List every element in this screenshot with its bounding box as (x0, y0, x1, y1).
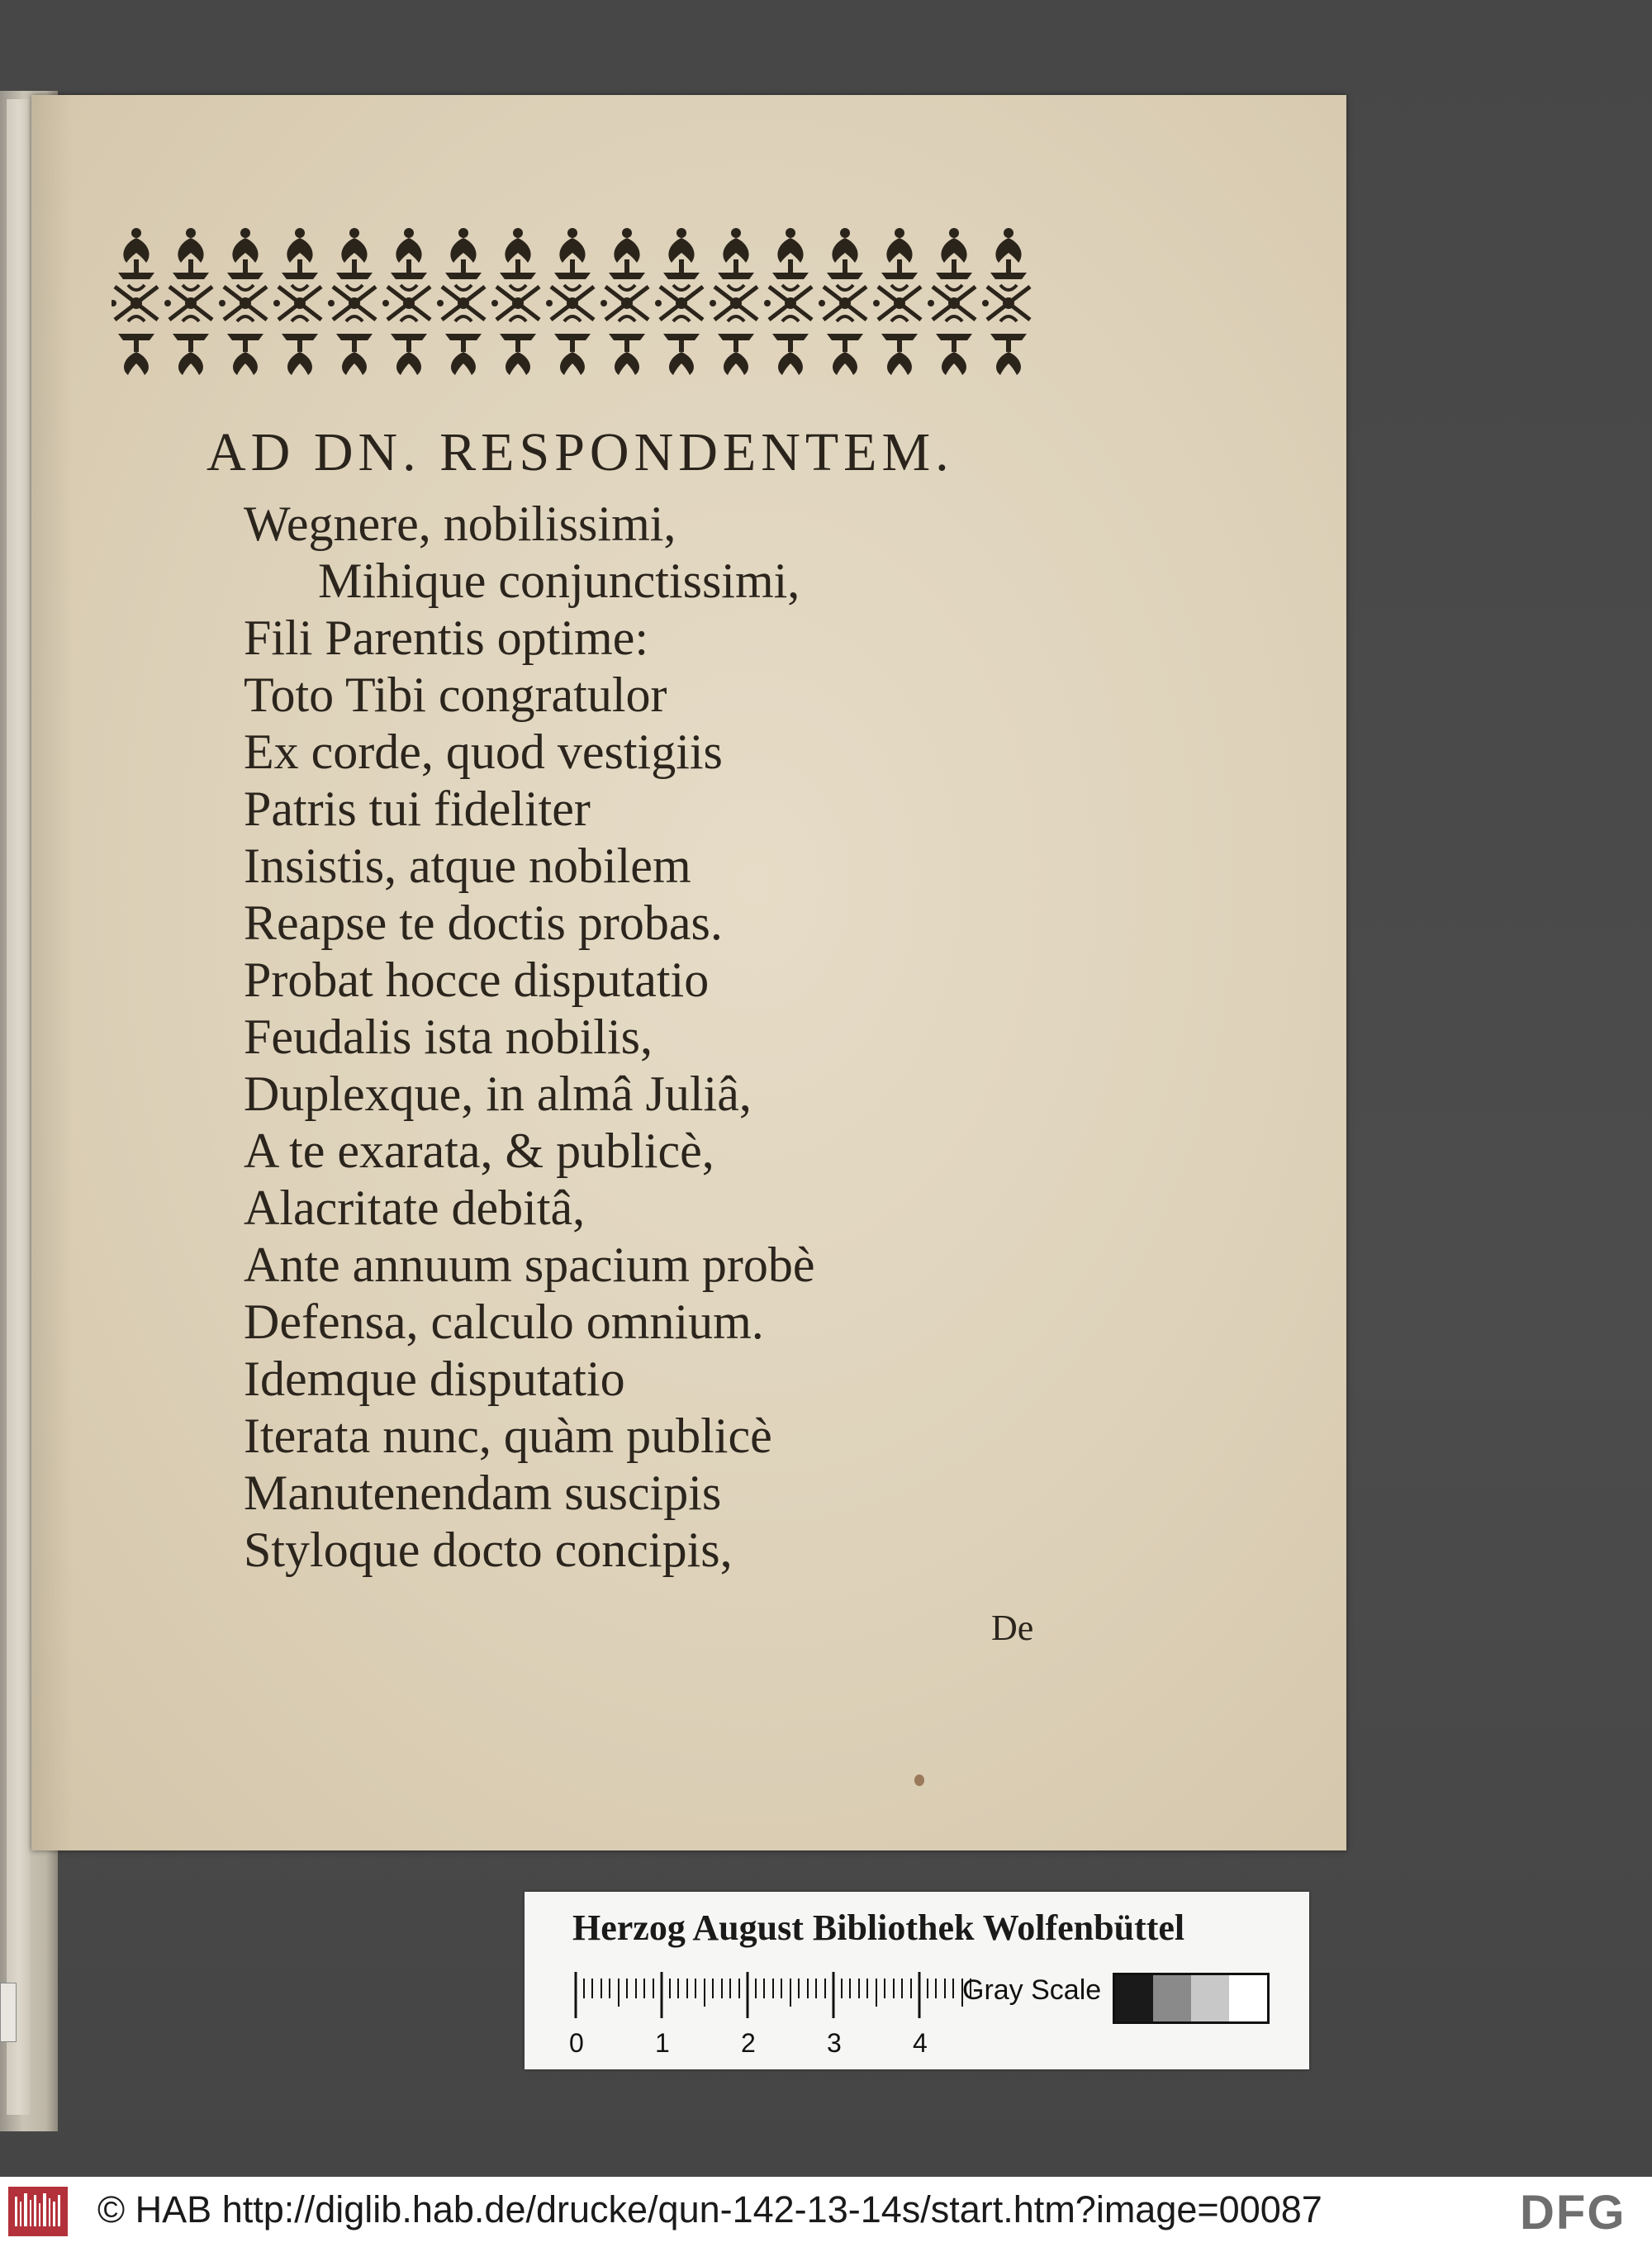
gray-scale-label: Gray Scale (962, 1974, 1102, 2006)
verse-line: Duplexque, in almâ Juliâ, (244, 1066, 752, 1121)
verse-line: Ex corde, quod vestigiis (244, 724, 723, 779)
verse-line: Alacritate debitâ, (244, 1181, 586, 1235)
poem-heading: AD DN. RESPONDENTEM. (206, 422, 954, 482)
scale-number: 3 (827, 2028, 842, 2058)
paper-stain (914, 1774, 924, 1786)
dfg-logo: DFG (1520, 2186, 1626, 2240)
adjacent-page-highlight (7, 99, 30, 2115)
verse-line: Fili Parentis optime: (244, 610, 648, 665)
verse-line: Wegnere, nobilissimi, (244, 496, 676, 551)
poem-verse (244, 496, 815, 1579)
catchword: De (991, 1608, 1034, 1648)
footer-bar (0, 2177, 1652, 2247)
verse-line: A te exarata, & publicè, (244, 1124, 714, 1178)
verse-line: Probat hocce disputatio (244, 952, 710, 1007)
scale-number: 0 (569, 2028, 584, 2058)
verse-line: Reapse te doctis probas. (244, 895, 723, 950)
scale-number: 1 (655, 2028, 670, 2058)
gray-step (1115, 1975, 1153, 2021)
verse-line: Toto Tibi congratulor (244, 667, 667, 722)
scale-ruler (574, 1970, 987, 2020)
verse-line: Iterata nunc, quàm publicè (244, 1409, 772, 1463)
gray-step (1153, 1975, 1191, 2021)
verse-line: Defensa, calculo omnium. (244, 1295, 764, 1349)
color-reference-card (525, 1892, 1309, 2069)
verse-line: Mihique conjunctissimi, (318, 553, 800, 608)
verse-line: Insistis, atque nobilem (244, 838, 691, 893)
verse-line: Styloque docto concipis, (244, 1523, 733, 1577)
gray-step (1229, 1975, 1267, 2021)
library-name: Herzog August Bibliothek Wolfenbüttel (572, 1907, 1185, 1948)
verse-line: Ante annuum spacium probè (244, 1238, 815, 1292)
scale-number: 2 (741, 2028, 756, 2058)
copyright-url[interactable]: © HAB http://diglib.hab.de/drucke/qun-142-13-14s/start.htm?image=00087 (97, 2188, 1322, 2230)
verse-line: Manutenendam suscipis (244, 1466, 722, 1520)
verse-line: Feudalis ista nobilis, (244, 1009, 653, 1064)
page-tab (0, 1983, 17, 2042)
page-gutter-shadow (31, 95, 73, 1850)
gray-step (1191, 1975, 1229, 2021)
barcode-icon (8, 2187, 68, 2236)
verse-line: Idemque disputatio (244, 1352, 625, 1406)
gray-scale-swatch (1113, 1973, 1270, 2024)
printers-ornament-band (112, 216, 1045, 390)
scale-number: 4 (913, 2028, 928, 2058)
verse-line: Patris tui fideliter (244, 781, 591, 836)
